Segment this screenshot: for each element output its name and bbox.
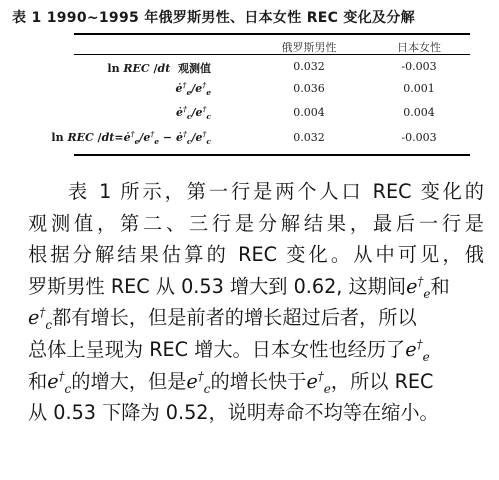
symbol-e-dagger-c: $e^\dagger_c$ — [186, 369, 211, 396]
paragraph-text: 和 — [430, 274, 450, 298]
paragraph-line: 根据分解结果估算的 REC 变化。从中可见，俄 — [28, 243, 484, 267]
paragraph-line — [28, 271, 484, 303]
cell-observed-russia: 0.032 — [293, 60, 325, 73]
paragraph-text: ，所以 REC — [330, 369, 434, 393]
cell-e-e-japan: 0.001 — [403, 82, 435, 95]
row-label-estimated: ln REC $/dt=ė^\dagger_e/e^\dagger_e$ − $ė^\dagger_c/e^\dagger_c$ — [51, 129, 211, 147]
table-bottom-rule — [74, 154, 470, 156]
symbol-e-dagger-c: $e^\dagger_c$ — [28, 305, 53, 333]
paragraph-text: 罗斯男性 REC 从 0.53 增大到 0.62, 这期间 — [28, 274, 407, 298]
paragraph-text: 总体上呈现为 REC 增大。日本女性也经历了 — [28, 337, 406, 361]
symbol-e-dagger-e: $e^\dagger_e$ — [306, 369, 331, 396]
paragraph-line: 从 0.53 下降为 0.52，说明寿命不均等在缩小。 — [28, 401, 439, 425]
column-header-japan-female: 日本女性 — [397, 41, 441, 54]
cell-estimated-japan: -0.003 — [401, 131, 437, 144]
column-header-russia-male: 俄罗斯男性 — [281, 41, 337, 54]
body-paragraph — [28, 176, 484, 429]
row-label-observed: ln REC /dt 观测值 — [107, 62, 211, 75]
cell-e-c-russia: 0.004 — [293, 106, 325, 119]
symbol-e-dagger-c: $e^\dagger_c$ — [47, 369, 72, 396]
table-caption: 表 1 1990~1995 年俄罗斯男性、日本女性 REC 变化及分解 — [12, 10, 415, 26]
cell-observed-japan: -0.003 — [401, 60, 437, 73]
symbol-e-dagger-e: $e^\dagger_e$ — [406, 274, 431, 301]
row-label-e-e: $ė^\dagger_e/e^\dagger_e$ — [175, 80, 211, 98]
paragraph-line — [28, 302, 484, 334]
cell-e-e-russia: 0.036 — [293, 82, 325, 95]
paragraph-line — [28, 366, 484, 398]
paragraph-text: 都有增长，但是前者的增长超过后者，所以 — [52, 306, 417, 330]
row-label-e-c: $ė^\dagger_c/e^\dagger_c$ — [175, 104, 211, 122]
symbol-e-dagger-e: $e^\dagger_e$ — [405, 337, 430, 364]
paragraph-line: 表 1 所示，第一行是两个人口 REC 变化的 — [68, 180, 484, 203]
paragraph-text: 的增长快于 — [210, 369, 307, 393]
paragraph-text: 和 — [28, 369, 48, 393]
paragraph-line: 观测值，第二、三行是分解结果，最后一行是 — [28, 211, 484, 235]
table-top-rule — [74, 33, 470, 35]
cell-e-c-japan: 0.004 — [403, 106, 435, 119]
cell-estimated-russia: 0.032 — [293, 131, 325, 144]
paragraph-line — [28, 334, 484, 366]
paragraph-text: 的增大，但是 — [71, 369, 187, 393]
